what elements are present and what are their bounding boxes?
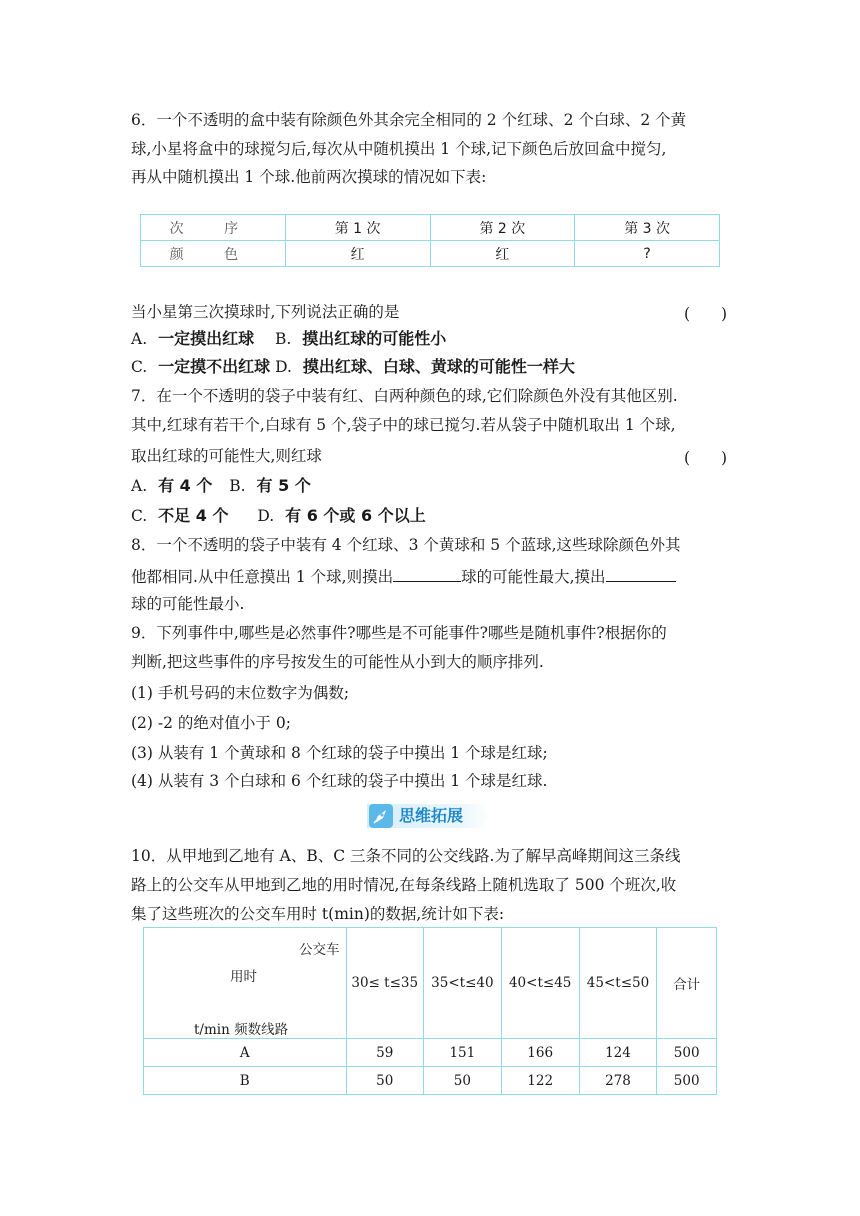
q6-option-b-label: B. (275, 330, 292, 348)
table-cell: 166 (501, 1039, 579, 1067)
q8-line-1: 8．一个不透明的袋子中装有 4 个红球、3 个黄球和 5 个蓝球,这些球除颜色外其 (131, 536, 681, 554)
q10-col-header-total: 合计 (657, 928, 717, 1039)
q7-line-2: 其中,红球有若干个,白球有 5 个,袋子中的球已搅匀.若从袋子中随机取出 1 个球, (131, 416, 676, 434)
q6-table-color-3: ? (575, 241, 720, 267)
table-cell: 59 (346, 1039, 423, 1067)
table-cell: 278 (579, 1067, 657, 1095)
q6-line-1: 6．一个不透明的盒中装有除颜色外其余完全相同的 2 个红球、2 个白球、2 个黄 (131, 111, 687, 129)
q7-option-c-label: C. (131, 507, 148, 525)
q9-item-4: (4) 从装有 3 个白球和 6 个红球的袋子中摸出 1 个球是红球. (131, 772, 548, 790)
q6-options-cd (131, 357, 575, 377)
q10-line-1: 10．从甲地到乙地有 A、B、C 三条不同的公交线路.为了解早高峰期间这三条线 (131, 847, 681, 865)
q9-item-1: (1) 手机号码的末位数字为偶数; (131, 684, 350, 702)
q9-line-1: 9．下列事件中,哪些是必然事件?哪些是不可能事件?哪些是随机事件?根据你的 (131, 624, 667, 642)
table-cell: 124 (579, 1039, 657, 1067)
q7-answer-paren: ( ) (684, 449, 728, 467)
table-cell: 500 (657, 1039, 717, 1067)
q6-option-c-label: C. (131, 358, 148, 376)
q10-line-2: 路上的公交车从甲地到乙地的用时情况,在每条线路上随机选取了 500 个班次,收 (131, 876, 677, 894)
q7-options-ab (131, 476, 311, 496)
q7-option-a-label: A. (131, 477, 148, 495)
q8-blank-least[interactable] (606, 565, 676, 582)
table-cell: 151 (423, 1039, 501, 1067)
q10-table (143, 927, 717, 1095)
q8-blank-most[interactable] (393, 565, 461, 582)
q6-answer-paren: ( ) (684, 305, 728, 323)
q6-table-color-1: 红 (285, 241, 430, 267)
q8-line-2 (131, 565, 676, 587)
q6-table (140, 214, 720, 267)
section-banner (367, 802, 493, 830)
q6-options-ab (131, 329, 446, 349)
section-title: 思维拓展 (399, 806, 464, 825)
q6-line-2: 球,小星将盒中的球搅匀后,每次从中随机摸出 1 个球,记下颜色后放回盒中搅匀, (131, 140, 667, 158)
q7-option-b-label: B. (229, 477, 246, 495)
q6-table-draw-3: 第 3 次 (575, 215, 720, 241)
rocket-icon (369, 804, 393, 828)
q6-option-a: 一定摸出红球 (158, 329, 255, 348)
q6-option-d: 摸出红球、白球、黄球的可能性一样大 (302, 357, 575, 376)
q8-line-3: 球的可能性最小. (131, 595, 245, 613)
q6-option-c: 一定摸不出红球 (158, 357, 271, 376)
q10-table-corner-top: 公交车 (299, 942, 340, 958)
q10-col-header-1: 30≤ t≤35 (346, 928, 423, 1039)
q6-table-header-order: 次 序 (141, 215, 286, 241)
q6-table-draw-2: 第 2 次 (430, 215, 575, 241)
table-row (144, 1067, 717, 1095)
q6-table-color-2: 红 (430, 241, 575, 267)
q9-item-2: (2) -2 的绝对值小于 0; (131, 714, 291, 732)
q7-options-cd (131, 506, 426, 526)
q6-option-a-label: A. (131, 330, 148, 348)
q10-table-corner-mid: 用时 (230, 969, 257, 985)
table-cell: 500 (657, 1067, 717, 1095)
q7-line-3: 取出红球的可能性大,则红球 (131, 447, 322, 465)
q10-route-a: A (144, 1039, 347, 1067)
q7-option-b: 有 5 个 (256, 476, 311, 495)
q8-line-2-part-b: 球的可能性最大,摸出 (461, 568, 606, 586)
q9-line-2: 判断,把这些事件的序号按发生的可能性从小到大的顺序排列. (131, 653, 544, 671)
table-cell: 50 (423, 1067, 501, 1095)
q6-option-b: 摸出红球的可能性小 (302, 329, 447, 348)
q10-route-b: B (144, 1067, 347, 1095)
q6-option-d-label: D. (275, 358, 292, 376)
table-row (144, 1039, 717, 1067)
q8-line-2-part-a: 他都相同.从中任意摸出 1 个球,则摸出 (131, 568, 394, 586)
table-cell: 50 (346, 1067, 423, 1095)
q6-table-header-color: 颜 色 (141, 241, 286, 267)
q10-table-corner (144, 928, 347, 1039)
q7-option-c: 不足 4 个 (158, 506, 229, 525)
q7-line-1: 7．在一个不透明的袋子中装有红、白两种颜色的球,它们除颜色外没有其他区别. (131, 387, 678, 405)
q10-col-header-2: 35<t≤40 (423, 928, 501, 1039)
q6-stem: 当小星第三次摸球时,下列说法正确的是 (131, 303, 400, 321)
table-cell: 122 (501, 1067, 579, 1095)
q10-line-3: 集了这些班次的公交车用时 t(min)的数据,统计如下表: (131, 905, 505, 923)
q6-table-draw-1: 第 1 次 (285, 215, 430, 241)
q9-item-3: (3) 从装有 1 个黄球和 8 个红球的袋子中摸出 1 个球是红球; (131, 744, 548, 762)
q10-col-header-3: 40<t≤45 (501, 928, 579, 1039)
q7-option-d-label: D. (257, 507, 275, 525)
q6-line-3: 再从中随机摸出 1 个球.他前两次摸球的情况如下表: (131, 168, 487, 186)
q10-col-header-4: 45<t≤50 (579, 928, 657, 1039)
q10-table-corner-bottom: t/min 频数线路 (194, 1022, 289, 1038)
q7-option-d: 有 6 个或 6 个以上 (285, 506, 426, 525)
q7-option-a: 有 4 个 (158, 476, 213, 495)
